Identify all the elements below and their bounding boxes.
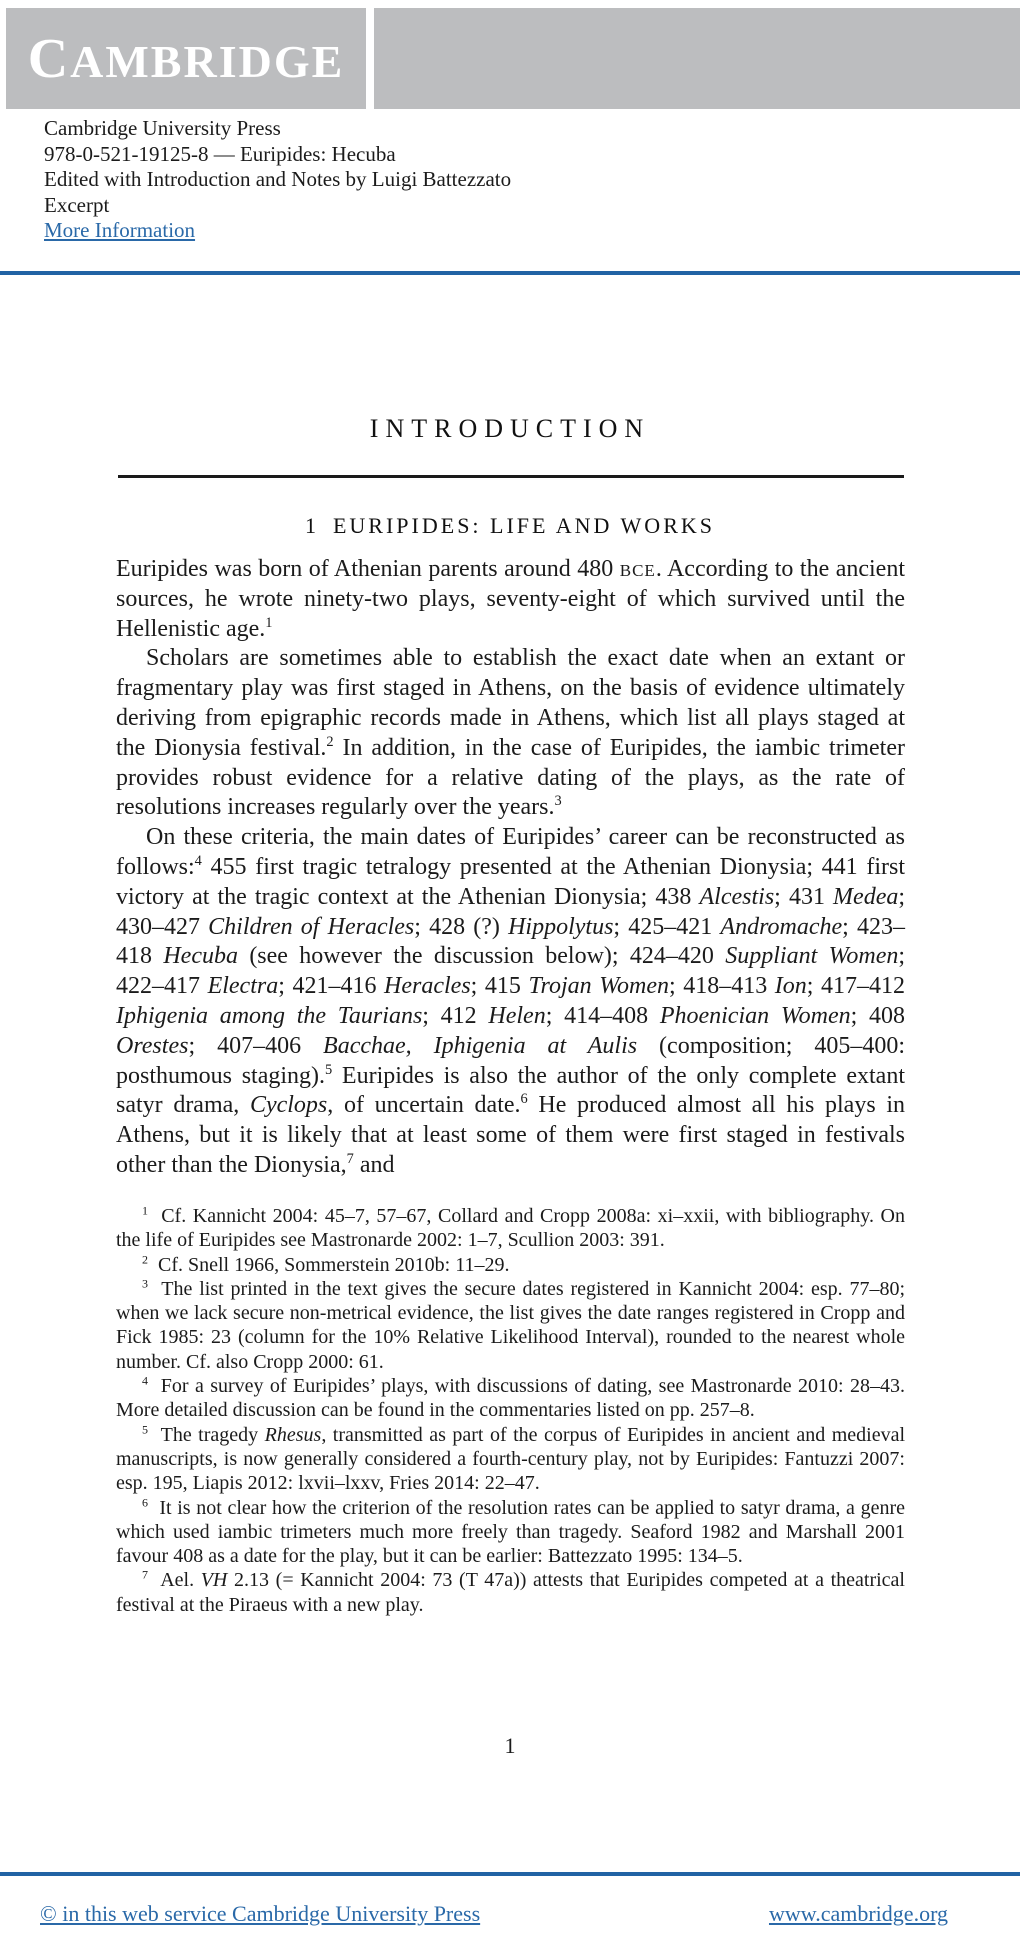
book-metadata [44,116,511,244]
section-number: 1 [304,513,319,538]
website-link[interactable]: www.cambridge.org [768,1901,948,1926]
isbn-and-title: 978-0-521-19125-8 — Euripides: Hecuba [44,141,396,166]
logo-bar [6,8,1020,109]
page-number: 1 [504,1733,516,1758]
cambridge-logo [6,8,366,109]
footnote-marker: 5 [142,1422,148,1437]
cambridge-logo-text: CAMBRIDGE [27,27,345,90]
footnote-marker: 7 [142,1567,148,1582]
footnote-marker: 6 [142,1494,148,1509]
logo-bar-divider [366,8,374,109]
footnote: $^7$ Ael. VH 2.13 (= Kannicht 2004: 73 (T 47a)) attests that Euripides competed at a theatrical festival at the Piraeus with a new play. [116,1567,905,1616]
footnote-ref: 1 [265,614,273,631]
footnote: $^5$ The tragedy Rhesus, transmitted as part of the corpus of Euripides in ancient and medieval manuscripts, is now generally considered a fourth-century play, not by Euripides: Fantuzzi 2007: esp. 195, Liapis 2012: lxvii–lxxv, Fries 2014: 22–47. [116,1422,906,1495]
logo-bar-right-panel [374,8,1020,109]
paragraph: Euripides was born of Athenian parents around 480 bce. According to the ancient sources, he wrote ninety-two plays, seventy-eight of which survived until the Hellenistic age.$^1$ [116,556,905,642]
footnote-marker: 1 [142,1203,148,1218]
copyright-link[interactable]: © in this web service Cambridge University Press [40,1901,481,1926]
body-paragraphs [116,555,905,1181]
footnote-ref: 4 [194,852,202,869]
more-information-link[interactable]: More Information [44,218,196,242]
top-divider-rule [0,271,1020,275]
paragraph: On these criteria, the main dates of Euripides’ career can be reconstructed as follows:$^4$ 455 first tragic tetralogy presented at the Athenian Dionysia; 441 first victory at the tragic context at the Athenian Dionysia; 438 Alcestis; 431 Medea; 430–427 Children of Heracles; 428 (?) Hippolytus; 425–421 Andromache; 423–418 Hecuba (see however the discussion below); 424–420 Suppliant Women; 422–417 Electra; 421–416 Heracles; 415 Trojan Women; 418–413 Ion; 417–412 Iphigenia among the Taurians; 412 Helen; 414–408 Phoenician Women; 408 Orestes; 407–406 Bacchae, Iphigenia at Aulis (composition; 405–400: posthumous staging).$^5$ Euripides is also the author of the only complete extant satyr drama, Cyclops, of uncertain date.$^6$ He produced almost all his plays in Athens, but it is likely that at least some of them were first staged in festivals other than the Dionysia,$^7$ and [116,824,906,1178]
footnote-ref: 2 [326,733,334,750]
footnote-marker: 3 [142,1276,148,1291]
publisher-name: Cambridge University Press [44,116,281,140]
chapter-title: INTRODUCTION [369,414,651,443]
paragraph: Scholars are sometimes able to establish the exact date when an extant or fragmentary play was first staged in Athens, on the basis of evidence ultimately deriving from epigraphic records made in Athens, which list all plays staged at the Dionysia festival.$^2$ In addition, in the case of Euripides, the iambic trimeter provides robust evidence for a relative dating of the plays, as the rate of resolutions increases regularly over the years.$^3$ [116,645,905,821]
excerpt-label: Excerpt [44,192,110,217]
footnote-ref: 7 [346,1150,354,1167]
footer [40,1901,948,1927]
footer-divider-rule [0,1872,1020,1876]
footnote-ref: 5 [325,1061,333,1078]
section-title: EURIPIDES: LIFE AND WORKS [332,513,715,538]
footnote: $^3$ The list printed in the text gives the secure dates registered in Kannicht 2004: esp. 77–80; when we lack secure non-metrical evidence, the list gives the date ranges registered in Cropp and Fick 1985: 23 (column for the 10% Relative Likelihood Interval), rounded to the nearest whole number. Cf. also Cropp 2000: 61. [116,1276,906,1373]
footnote: $^4$ For a survey of Euripides’ plays, with discussions of dating, see Mastronarde 2010: 28–43. More detailed discussion can be found in the commentaries listed on pp. 257–8. [116,1373,906,1422]
title-underline-rule [118,475,904,478]
footnote: $^1$ Cf. Kannicht 2004: 45–7, 57–67, Collard and Cropp 2008a: xi–xxii, with bibliography. On the life of Euripides see Mastronarde 2002: 1–7, Scullion 2003: 391. [116,1203,906,1252]
footnote-ref: 3 [554,793,562,810]
editor-line: Edited with Introduction and Notes by Luigi Battezzato [44,167,512,191]
footnote-ref: 6 [520,1091,528,1108]
footnote: $^2$ Cf. Snell 1966, Sommerstein 2010b: 11–29. [142,1251,510,1276]
footnotes [116,1204,905,1617]
footnote: $^6$ It is not clear how the criterion of the resolution rates can be applied to satyr drama, a genre which used iambic trimeters much more freely than tragedy. Seaford 1982 and Marshall 2001 favour 408 as a date for the play, but it can be earlier: Battezzato 1995: 134–5. [116,1494,905,1568]
section-heading [116,513,904,539]
footnote-marker: 2 [142,1251,148,1266]
footnote-marker: 4 [142,1373,148,1388]
